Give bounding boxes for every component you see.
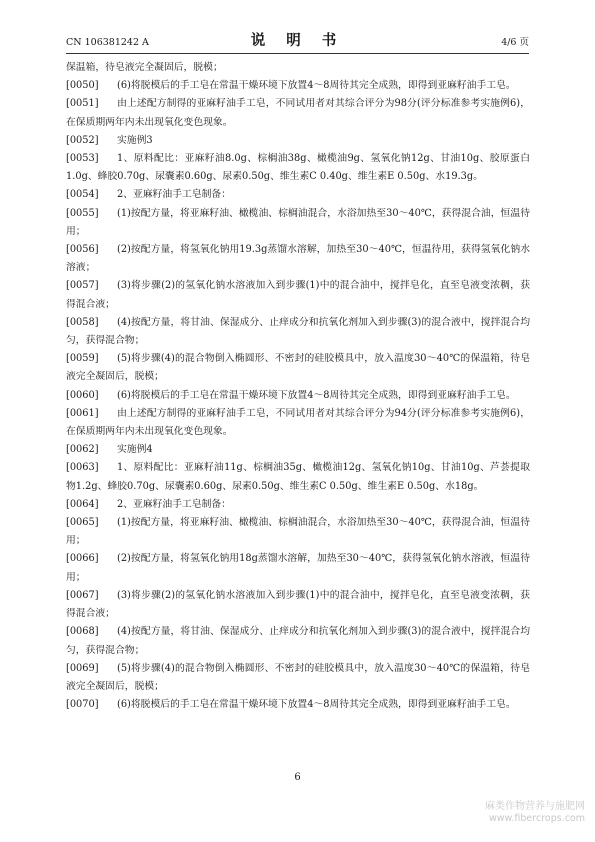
paragraph-text: 保温箱，待皂液完全凝固后，脱模； [66, 62, 223, 73]
paragraph [66, 59, 530, 77]
paragraph-number: [0055] [66, 207, 99, 219]
paragraph-text: (2)按配方量，将氢氧化钠用19.3g蒸馏水溶解，加热至30～40℃，恒温待用，获得氢氧化钠水溶液； [66, 244, 530, 274]
paragraph-text: (5)将步骤(4)的混合物倒入椭圆形、不密封的硅胶模具中，放入温度30～40℃的保温箱，待皂液完全凝固后，脱模； [66, 662, 530, 692]
paragraph [66, 550, 530, 586]
paragraph-text: 2、亚麻籽油手工皂制备： [117, 498, 231, 510]
paragraph [66, 514, 530, 550]
paragraph-number: [0068] [66, 626, 99, 638]
paragraph-number: [0063] [66, 462, 99, 474]
paragraph [66, 205, 530, 241]
paragraph-number: [0060] [66, 389, 99, 401]
paragraph-number: [0067] [66, 589, 99, 601]
paragraph-text: 由上述配方制得的亚麻籽油手工皂，不同试用者对其综合评分为98分(评分标准参考实施例6)，在保质期两年内未出现氧化变色现象。 [66, 98, 530, 128]
paragraph-text: (6)将脱模后的手工皂在常温干燥环境下放置4～8周待其完全成熟，即得到亚麻籽油手工皂。 [117, 80, 516, 92]
paragraph-number: [0051] [66, 98, 99, 110]
paragraph [66, 314, 530, 350]
paragraph [66, 405, 530, 441]
paragraph-text: (1)按配方量，将亚麻籽油、橄榄油、棕榈油混合，水浴加热至30～40℃，获得混合油，恒温待用； [66, 517, 530, 547]
page-indicator: 4/6 页 [501, 37, 529, 48]
paragraph [66, 387, 530, 405]
paragraph-number: [0058] [66, 316, 99, 328]
header-divider [66, 53, 529, 54]
paragraph [66, 350, 530, 386]
paragraph-number: [0057] [66, 280, 99, 292]
paragraph-text: 实施例3 [117, 134, 153, 146]
paragraph-number: [0053] [66, 153, 99, 165]
paragraph-number: [0050] [66, 80, 99, 92]
paragraph [66, 186, 530, 204]
paragraph-number: [0069] [66, 662, 99, 674]
paragraph-text: 2、亚麻籽油手工皂制备： [117, 189, 231, 201]
watermark [455, 800, 585, 825]
page-number: 6 [294, 772, 301, 783]
paragraph-text: (4)按配方量，将甘油、保湿成分、止痒成分和抗氧化剂加入到步骤(3)的混合液中，搅拌混合均匀，获得混合物； [66, 316, 530, 347]
paragraph [66, 696, 530, 714]
paragraph [66, 587, 530, 623]
patent-number: CN 106381242 A [66, 37, 149, 48]
watermark-url: www.fibercrops.com [488, 813, 585, 824]
page-header [66, 30, 529, 52]
paragraph [66, 623, 530, 659]
paragraph [66, 241, 530, 277]
paragraph-number: [0064] [66, 498, 99, 510]
paragraph [66, 132, 530, 150]
paragraph [66, 459, 530, 495]
paragraph-number: [0070] [66, 699, 99, 711]
paragraph-number: [0066] [66, 553, 99, 565]
paragraph-text: (5)将步骤(4)的混合物倒入椭圆形、不密封的硅胶模具中，放入温度30～40℃的保温箱，待皂液完全凝固后，脱模； [66, 353, 530, 383]
paragraph [66, 660, 530, 696]
paragraph-number: [0062] [66, 444, 99, 456]
paragraph-number: [0065] [66, 517, 99, 529]
paragraph [66, 441, 530, 459]
paragraph-text: (2)按配方量，将氢氧化钠用18g蒸馏水溶解，加热至30～40℃，获得氢氧化钠水溶液，恒温待用； [66, 553, 530, 583]
paragraph [66, 150, 530, 186]
paragraph-text: 由上述配方制得的亚麻籽油手工皂，不同试用者对其综合评分为94分(评分标准参考实施例6)，在保质期两年内未出现氧化变色现象。 [66, 407, 530, 438]
paragraph [66, 95, 530, 131]
paragraph-text: (1)按配方量，将亚麻籽油、橄榄油、棕榈油混合，水浴加热至30～40℃，获得混合油，恒温待用； [66, 207, 530, 237]
paragraph-number: [0056] [66, 244, 99, 256]
paragraph [66, 77, 530, 95]
paragraph-number: [0059] [66, 353, 99, 365]
paragraph-text: (3)将步骤(2)的氢氧化钠水溶液加入到步骤(1)中的混合油中，搅拌皂化，直至皂液变浓稠，获得混合液； [66, 280, 530, 310]
document-body [66, 59, 530, 714]
paragraph-text: 1、原料配比：亚麻籽油11g、棕榈油35g、橄榄油12g、氢氧化钠10g、甘油10g、芦荟提取物1.2g、蜂胶0.70g、尿囊素0.60g、尿素0.50g、维生素C 0.50g、维生素E 0.50g、水18g。 [66, 462, 530, 492]
document-title: 说 明 书 [250, 32, 345, 49]
paragraph [66, 496, 530, 514]
paragraph-text: (6)将脱模后的手工皂在常温干燥环境下放置4～8周待其完全成熟，即得到亚麻籽油手工皂。 [117, 699, 516, 711]
paragraph-number: [0061] [66, 407, 99, 419]
paragraph-text: 实施例4 [117, 444, 153, 456]
paragraph-number: [0054] [66, 189, 99, 201]
paragraph-text: (3)将步骤(2)的氢氧化钠水溶液加入到步骤(1)中的混合油中，搅拌皂化，直至皂液变浓稠，获得混合液； [66, 589, 530, 620]
paragraph-text: (4)按配方量，将甘油、保湿成分、止痒成分和抗氧化剂加入到步骤(3)的混合液中，搅拌混合均匀，获得混合物； [66, 626, 530, 656]
paragraph-text: 1、原料配比：亚麻籽油8.0g、棕榈油38g、橄榄油9g、氢氧化钠12g、甘油10g、胶原蛋白1.0g、蜂胶0.70g、尿囊素0.60g、尿素0.50g、维生素C 0.40g、维生素E 0.50g、水19.3g。 [66, 153, 530, 183]
watermark-title: 麻类作物营养与施肥网 [485, 801, 585, 812]
paragraph [66, 277, 530, 313]
paragraph-number: [0052] [66, 134, 99, 146]
paragraph-text: (6)将脱模后的手工皂在常温干燥环境下放置4～8周待其完全成熟，即得到亚麻籽油手工皂。 [117, 389, 516, 401]
